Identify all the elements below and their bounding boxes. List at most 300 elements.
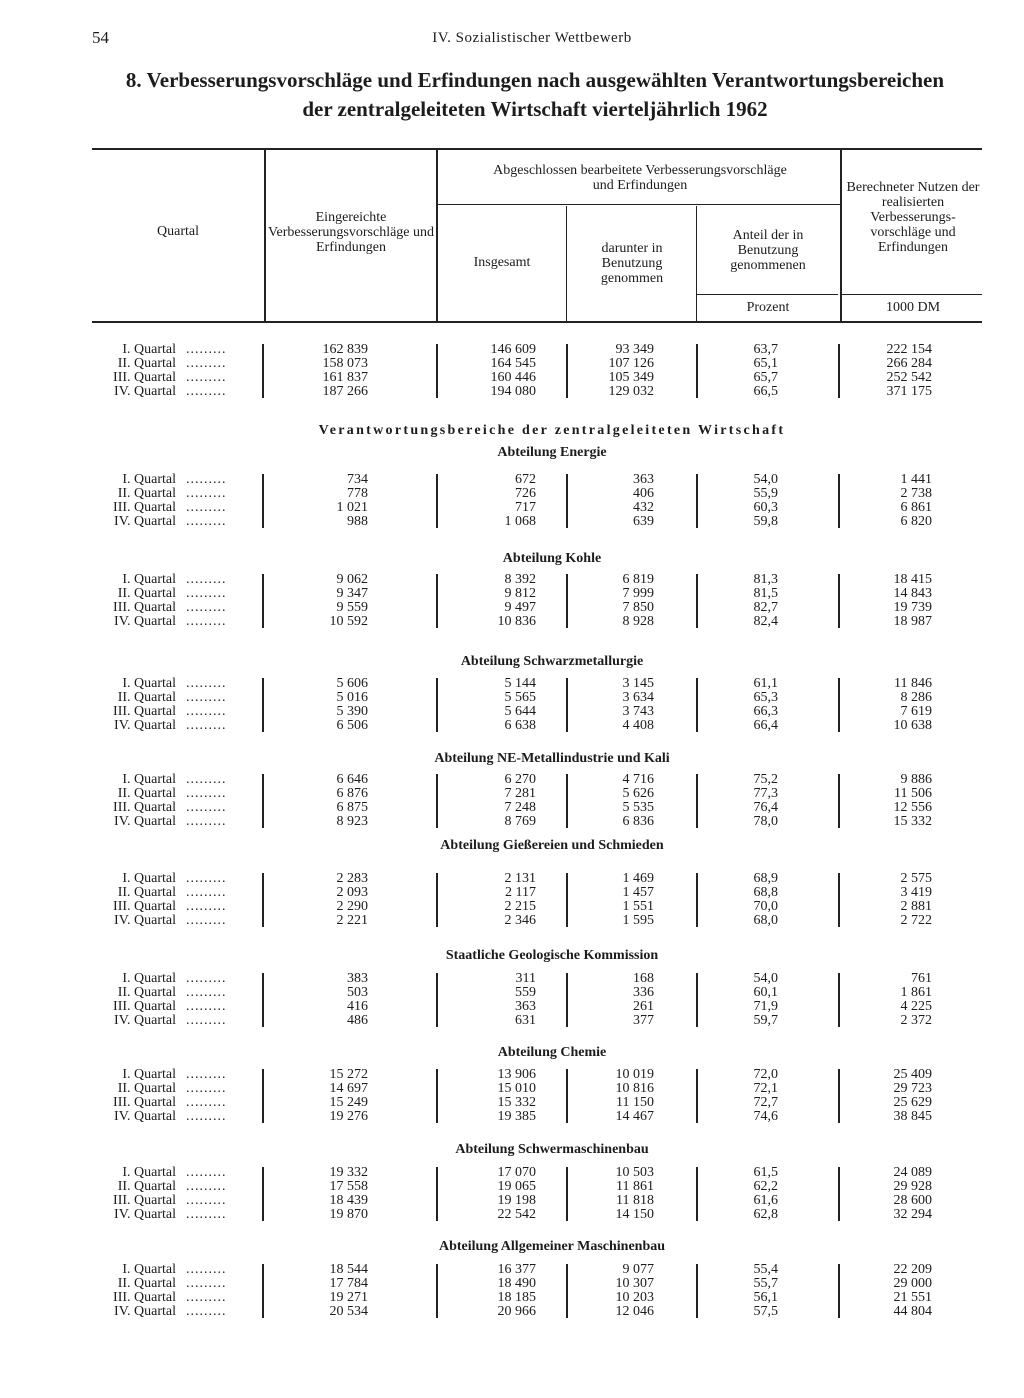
cell-value: 10 638 (893, 718, 932, 733)
leader-dots: ......... (186, 384, 227, 399)
cell-value: 2 117 (505, 885, 536, 900)
cell-value: 18 415 (893, 572, 932, 587)
table-row (0, 357, 1024, 371)
cell-value: 10 307 (615, 1276, 654, 1291)
header-anteil: Anteil der in Benutzung genommenen (730, 228, 806, 273)
cell-value: 14 467 (615, 1109, 654, 1124)
section-title: Abteilung Gießereien und Schmieden (440, 838, 664, 853)
cell-value: 1 021 (336, 500, 368, 515)
cell-value: 2 093 (336, 885, 368, 900)
cell-value: 62,8 (753, 1207, 778, 1222)
table-row (0, 1000, 1024, 1014)
cell-value: 406 (633, 486, 654, 501)
header-bottom-rule (92, 321, 982, 323)
section-title: Abteilung Chemie (497, 1045, 607, 1060)
table-row (0, 1194, 1024, 1208)
quarter-label: IV. Quartal (114, 814, 176, 829)
table-row (0, 1180, 1024, 1194)
cell-value: 261 (633, 999, 654, 1014)
cell-value: 5 626 (622, 786, 654, 801)
cell-value: 68,9 (753, 871, 778, 886)
cell-value: 2 221 (336, 913, 368, 928)
leader-dots: ......... (186, 1109, 227, 1124)
cell-value: 160 446 (490, 370, 536, 385)
leader-dots: ......... (186, 1276, 227, 1291)
cell-value: 8 286 (900, 690, 932, 705)
cell-value: 19 271 (329, 1290, 368, 1305)
table-row (0, 487, 1024, 501)
leader-dots: ......... (186, 814, 227, 829)
cell-value: 2 881 (900, 899, 932, 914)
cell-value: 639 (633, 514, 654, 529)
cell-value: 82,7 (753, 600, 778, 615)
leader-dots: ......... (186, 600, 227, 615)
table-row (0, 886, 1024, 900)
leader-dots: ......... (186, 1081, 227, 1096)
table-row (0, 773, 1024, 787)
cell-value: 432 (633, 500, 654, 515)
cell-value: 168 (633, 971, 654, 986)
header-unit-rule-left (697, 294, 838, 295)
quarter-label: II. Quartal (117, 586, 176, 601)
header-eingereicht: Eingereichte Verbesserungsvorschläge und Erfindungen (268, 210, 435, 255)
cell-value: 22 209 (893, 1262, 932, 1277)
leader-dots: ......... (186, 1262, 227, 1277)
table-row (0, 986, 1024, 1000)
cell-value: 44 804 (893, 1304, 932, 1319)
table-row (0, 473, 1024, 487)
cell-value: 778 (347, 486, 368, 501)
table-row (0, 1014, 1024, 1028)
quarter-label: I. Quartal (122, 572, 176, 587)
cell-value: 76,4 (753, 800, 778, 815)
table-row (0, 385, 1024, 399)
leader-dots: ......... (186, 1165, 227, 1180)
leader-dots: ......... (186, 614, 227, 629)
cell-value: 1 595 (622, 913, 654, 928)
quarter-label: IV. Quartal (114, 384, 176, 399)
cell-value: 2 346 (504, 913, 536, 928)
table-row (0, 815, 1024, 829)
cell-value: 2 131 (504, 871, 536, 886)
cell-value: 2 372 (900, 1013, 932, 1028)
quarter-label: IV. Quartal (114, 1207, 176, 1222)
cell-value: 9 077 (622, 1262, 654, 1277)
quarter-label: III. Quartal (113, 899, 176, 914)
section-title: Abteilung Schwermaschinenbau (455, 1142, 649, 1157)
cell-value: 7 248 (504, 800, 536, 815)
cell-value: 74,6 (753, 1109, 778, 1124)
table-row (0, 601, 1024, 615)
leader-dots: ......... (186, 786, 227, 801)
quarter-label: II. Quartal (117, 1276, 176, 1291)
cell-value: 1 551 (622, 899, 654, 914)
leader-dots: ......... (186, 772, 227, 787)
table-row (0, 343, 1024, 357)
header-unit-dm: 1000 DM (885, 300, 941, 315)
cell-value: 20 966 (497, 1304, 536, 1319)
cell-value: 5 144 (504, 676, 536, 691)
cell-value: 16 377 (497, 1262, 536, 1277)
cell-value: 726 (515, 486, 536, 501)
table-row (0, 719, 1024, 733)
quarter-label: I. Quartal (122, 1067, 176, 1082)
cell-value: 11 846 (894, 676, 932, 691)
header-nutzen: Berechneter Nutzen der realisierten Verbesserungs-vorschläge und Erfindungen (846, 180, 980, 255)
cell-value: 5 644 (504, 704, 536, 719)
cell-value: 59,8 (753, 514, 778, 529)
cell-value: 18 185 (497, 1290, 536, 1305)
cell-value: 93 349 (615, 342, 654, 357)
cell-value: 15 332 (893, 814, 932, 829)
table-row (0, 1277, 1024, 1291)
leader-dots: ......... (186, 514, 227, 529)
leader-dots: ......... (186, 1193, 227, 1208)
cell-value: 55,7 (753, 1276, 778, 1291)
leader-dots: ......... (186, 356, 227, 371)
cell-value: 8 392 (504, 572, 536, 587)
cell-value: 62,2 (753, 1179, 778, 1194)
cell-value: 75,2 (753, 772, 778, 787)
cell-value: 416 (347, 999, 368, 1014)
quarter-label: II. Quartal (117, 356, 176, 371)
leader-dots: ......... (186, 1013, 227, 1028)
cell-value: 13 906 (497, 1067, 536, 1082)
cell-value: 61,1 (753, 676, 778, 691)
cell-value: 10 019 (615, 1067, 654, 1082)
cell-value: 59,7 (753, 1013, 778, 1028)
quarter-label: I. Quartal (122, 1262, 176, 1277)
cell-value: 19 739 (893, 600, 932, 615)
table-row (0, 1068, 1024, 1082)
leader-dots: ......... (186, 871, 227, 886)
quarter-label: I. Quartal (122, 676, 176, 691)
header-abgeschlossen: Abgeschlossen bearbeitete Verbesserungsvorschläge und Erfindungen (493, 163, 787, 193)
cell-value: 363 (633, 472, 654, 487)
table-row (0, 1263, 1024, 1277)
table-row (0, 515, 1024, 529)
cell-value: 10 816 (615, 1081, 654, 1096)
cell-value: 2 283 (336, 871, 368, 886)
cell-value: 12 046 (615, 1304, 654, 1319)
cell-value: 5 565 (504, 690, 536, 705)
quarter-label: IV. Quartal (114, 1304, 176, 1319)
cell-value: 1 068 (504, 514, 536, 529)
table-row (0, 900, 1024, 914)
cell-value: 68,0 (753, 913, 778, 928)
cell-value: 363 (515, 999, 536, 1014)
cell-value: 266 284 (886, 356, 932, 371)
cell-value: 10 203 (615, 1290, 654, 1305)
cell-value: 65,1 (753, 356, 778, 371)
cell-value: 81,3 (753, 572, 778, 587)
cell-value: 19 198 (497, 1193, 536, 1208)
cell-value: 5 535 (622, 800, 654, 815)
quarter-label: III. Quartal (113, 704, 176, 719)
cell-value: 761 (911, 971, 932, 986)
cell-value: 29 928 (893, 1179, 932, 1194)
leader-dots: ......... (186, 1179, 227, 1194)
section-title: Abteilung Schwarzmetallurgie (460, 654, 644, 669)
quarter-label: III. Quartal (113, 500, 176, 515)
cell-value: 311 (515, 971, 536, 986)
cell-value: 631 (515, 1013, 536, 1028)
cell-value: 21 551 (893, 1290, 932, 1305)
table-title (90, 66, 980, 124)
header-unit-prozent: Prozent (746, 300, 790, 315)
table-row (0, 573, 1024, 587)
leader-dots: ......... (186, 899, 227, 914)
cell-value: 24 089 (893, 1165, 932, 1180)
cell-value: 4 408 (622, 718, 654, 733)
table-row (0, 691, 1024, 705)
cell-value: 14 843 (893, 586, 932, 601)
header-insgesamt: Insgesamt (473, 255, 531, 270)
leader-dots: ......... (186, 1095, 227, 1110)
cell-value: 65,3 (753, 690, 778, 705)
leader-dots: ......... (186, 913, 227, 928)
cell-value: 158 073 (322, 356, 368, 371)
cell-value: 1 457 (622, 885, 654, 900)
leader-dots: ......... (186, 971, 227, 986)
table-row (0, 914, 1024, 928)
summary-heading: Verantwortungsbereiche der zentralgeleiteten Wirtschaft (318, 423, 786, 438)
cell-value: 2 722 (900, 913, 932, 928)
quarter-label: IV. Quartal (114, 913, 176, 928)
title-line-1: 8. Verbesserungsvorschläge und Erfindungen nach ausgewählten Verantwortungsbereichen (125, 68, 945, 92)
cell-value: 7 281 (504, 786, 536, 801)
quarter-label: I. Quartal (122, 1165, 176, 1180)
leader-dots: ......... (186, 1290, 227, 1305)
table-row (0, 1291, 1024, 1305)
cell-value: 56,1 (753, 1290, 778, 1305)
header-unit-rule-right (842, 294, 982, 295)
table-row (0, 1208, 1024, 1222)
quarter-label: II. Quartal (117, 786, 176, 801)
cell-value: 162 839 (322, 342, 368, 357)
cell-value: 55,9 (753, 486, 778, 501)
leader-dots: ......... (186, 985, 227, 1000)
cell-value: 9 812 (504, 586, 536, 601)
cell-value: 7 850 (622, 600, 654, 615)
cell-value: 63,7 (753, 342, 778, 357)
page-number: 54 (92, 28, 109, 47)
cell-value: 32 294 (893, 1207, 932, 1222)
quarter-label: III. Quartal (113, 1095, 176, 1110)
quarter-label: I. Quartal (122, 342, 176, 357)
cell-value: 105 349 (608, 370, 654, 385)
header-group-rule (438, 204, 840, 205)
quarter-label: IV. Quartal (114, 614, 176, 629)
section-title: Staatliche Geologische Kommission (445, 948, 659, 963)
cell-value: 17 784 (329, 1276, 368, 1291)
cell-value: 68,8 (753, 885, 778, 900)
quarter-label: III. Quartal (113, 999, 176, 1014)
quarter-label: II. Quartal (117, 690, 176, 705)
cell-value: 77,3 (753, 786, 778, 801)
cell-value: 4 225 (900, 999, 932, 1014)
quarter-label: I. Quartal (122, 871, 176, 886)
table-row (0, 1082, 1024, 1096)
leader-dots: ......... (186, 718, 227, 733)
cell-value: 70,0 (753, 899, 778, 914)
header-divider-3 (840, 150, 842, 321)
cell-value: 15 332 (497, 1095, 536, 1110)
quarter-label: II. Quartal (117, 1179, 176, 1194)
leader-dots: ......... (186, 472, 227, 487)
cell-value: 11 506 (894, 786, 932, 801)
cell-value: 17 070 (497, 1165, 536, 1180)
cell-value: 18 544 (329, 1262, 368, 1277)
quarter-label: III. Quartal (113, 1290, 176, 1305)
cell-value: 129 032 (608, 384, 654, 399)
cell-value: 38 845 (893, 1109, 932, 1124)
table-row (0, 587, 1024, 601)
cell-value: 194 080 (490, 384, 536, 399)
cell-value: 66,5 (753, 384, 778, 399)
cell-value: 19 385 (497, 1109, 536, 1124)
cell-value: 61,6 (753, 1193, 778, 1208)
header-darunter: darunter in Benutzung genommen (600, 241, 664, 286)
quarter-label: IV. Quartal (114, 1109, 176, 1124)
quarter-label: II. Quartal (117, 985, 176, 1000)
cell-value: 18 490 (497, 1276, 536, 1291)
table-row (0, 872, 1024, 886)
cell-value: 72,0 (753, 1067, 778, 1082)
header-divider-1 (264, 150, 266, 321)
cell-value: 15 272 (329, 1067, 368, 1082)
cell-value: 7 619 (900, 704, 932, 719)
cell-value: 12 556 (893, 800, 932, 815)
cell-value: 1 441 (900, 472, 932, 487)
cell-value: 222 154 (886, 342, 932, 357)
cell-value: 29 000 (893, 1276, 932, 1291)
cell-value: 6 876 (336, 786, 368, 801)
cell-value: 3 743 (622, 704, 654, 719)
cell-value: 164 545 (490, 356, 536, 371)
cell-value: 57,5 (753, 1304, 778, 1319)
cell-value: 60,3 (753, 500, 778, 515)
section-title: Abteilung NE-Metallindustrie und Kali (434, 751, 670, 766)
cell-value: 5 016 (336, 690, 368, 705)
leader-dots: ......... (186, 1067, 227, 1082)
table-row (0, 1166, 1024, 1180)
cell-value: 60,1 (753, 985, 778, 1000)
cell-value: 187 266 (322, 384, 368, 399)
cell-value: 19 870 (329, 1207, 368, 1222)
cell-value: 8 769 (504, 814, 536, 829)
cell-value: 5 390 (336, 704, 368, 719)
cell-value: 6 506 (336, 718, 368, 733)
cell-value: 9 559 (336, 600, 368, 615)
quarter-label: II. Quartal (117, 885, 176, 900)
cell-value: 2 575 (900, 871, 932, 886)
table-row (0, 1096, 1024, 1110)
cell-value: 6 875 (336, 800, 368, 815)
section-title: Abteilung Allgemeiner Maschinenbau (438, 1239, 666, 1254)
cell-value: 486 (347, 1013, 368, 1028)
cell-value: 1 861 (900, 985, 932, 1000)
leader-dots: ......... (186, 342, 227, 357)
cell-value: 54,0 (753, 472, 778, 487)
cell-value: 672 (515, 472, 536, 487)
cell-value: 19 065 (497, 1179, 536, 1194)
header-divider-4 (566, 206, 567, 321)
cell-value: 18 439 (329, 1193, 368, 1208)
header-divider-5 (696, 206, 697, 321)
quarter-label: III. Quartal (113, 1193, 176, 1208)
header-divider-2 (436, 150, 438, 321)
title-line-2: der zentralgeleiteten Wirtschaft vierteljährlich 1962 (302, 97, 768, 121)
leader-dots: ......... (186, 1207, 227, 1222)
cell-value: 72,1 (753, 1081, 778, 1096)
cell-value: 17 558 (329, 1179, 368, 1194)
cell-value: 71,9 (753, 999, 778, 1014)
cell-value: 377 (633, 1013, 654, 1028)
cell-value: 383 (347, 971, 368, 986)
table-row (0, 371, 1024, 385)
quarter-label: I. Quartal (122, 971, 176, 986)
cell-value: 11 150 (616, 1095, 654, 1110)
table-row (0, 801, 1024, 815)
quarter-label: IV. Quartal (114, 718, 176, 733)
leader-dots: ......... (186, 690, 227, 705)
leader-dots: ......... (186, 800, 227, 815)
cell-value: 25 409 (893, 1067, 932, 1082)
leader-dots: ......... (186, 676, 227, 691)
header-quartal: Quartal (157, 224, 199, 239)
cell-value: 6 820 (900, 514, 932, 529)
table-row (0, 1305, 1024, 1319)
cell-value: 559 (515, 985, 536, 1000)
header-top-rule (92, 148, 982, 150)
cell-value: 161 837 (322, 370, 368, 385)
leader-dots: ......... (186, 999, 227, 1014)
cell-value: 81,5 (753, 586, 778, 601)
cell-value: 8 928 (622, 614, 654, 629)
cell-value: 19 332 (329, 1165, 368, 1180)
cell-value: 65,7 (753, 370, 778, 385)
cell-value: 14 150 (615, 1207, 654, 1222)
cell-value: 146 609 (490, 342, 536, 357)
cell-value: 3 634 (622, 690, 654, 705)
table-row (0, 501, 1024, 515)
cell-value: 15 249 (329, 1095, 368, 1110)
cell-value: 2 738 (900, 486, 932, 501)
cell-value: 9 347 (336, 586, 368, 601)
cell-value: 18 987 (893, 614, 932, 629)
cell-value: 14 697 (329, 1081, 368, 1096)
cell-value: 6 861 (900, 500, 932, 515)
cell-value: 10 836 (497, 614, 536, 629)
cell-value: 4 716 (622, 772, 654, 787)
cell-value: 10 503 (615, 1165, 654, 1180)
cell-value: 988 (347, 514, 368, 529)
running-head: IV. Sozialistischer Wettbewerb (432, 30, 632, 46)
cell-value: 6 638 (504, 718, 536, 733)
cell-value: 11 818 (616, 1193, 654, 1208)
cell-value: 2 290 (336, 899, 368, 914)
cell-value: 7 999 (622, 586, 654, 601)
leader-dots: ......... (186, 885, 227, 900)
cell-value: 6 270 (504, 772, 536, 787)
table-row (0, 972, 1024, 986)
cell-value: 336 (633, 985, 654, 1000)
cell-value: 371 175 (886, 384, 932, 399)
cell-value: 6 646 (336, 772, 368, 787)
section-title: Abteilung Kohle (502, 551, 602, 566)
quarter-label: III. Quartal (113, 800, 176, 815)
